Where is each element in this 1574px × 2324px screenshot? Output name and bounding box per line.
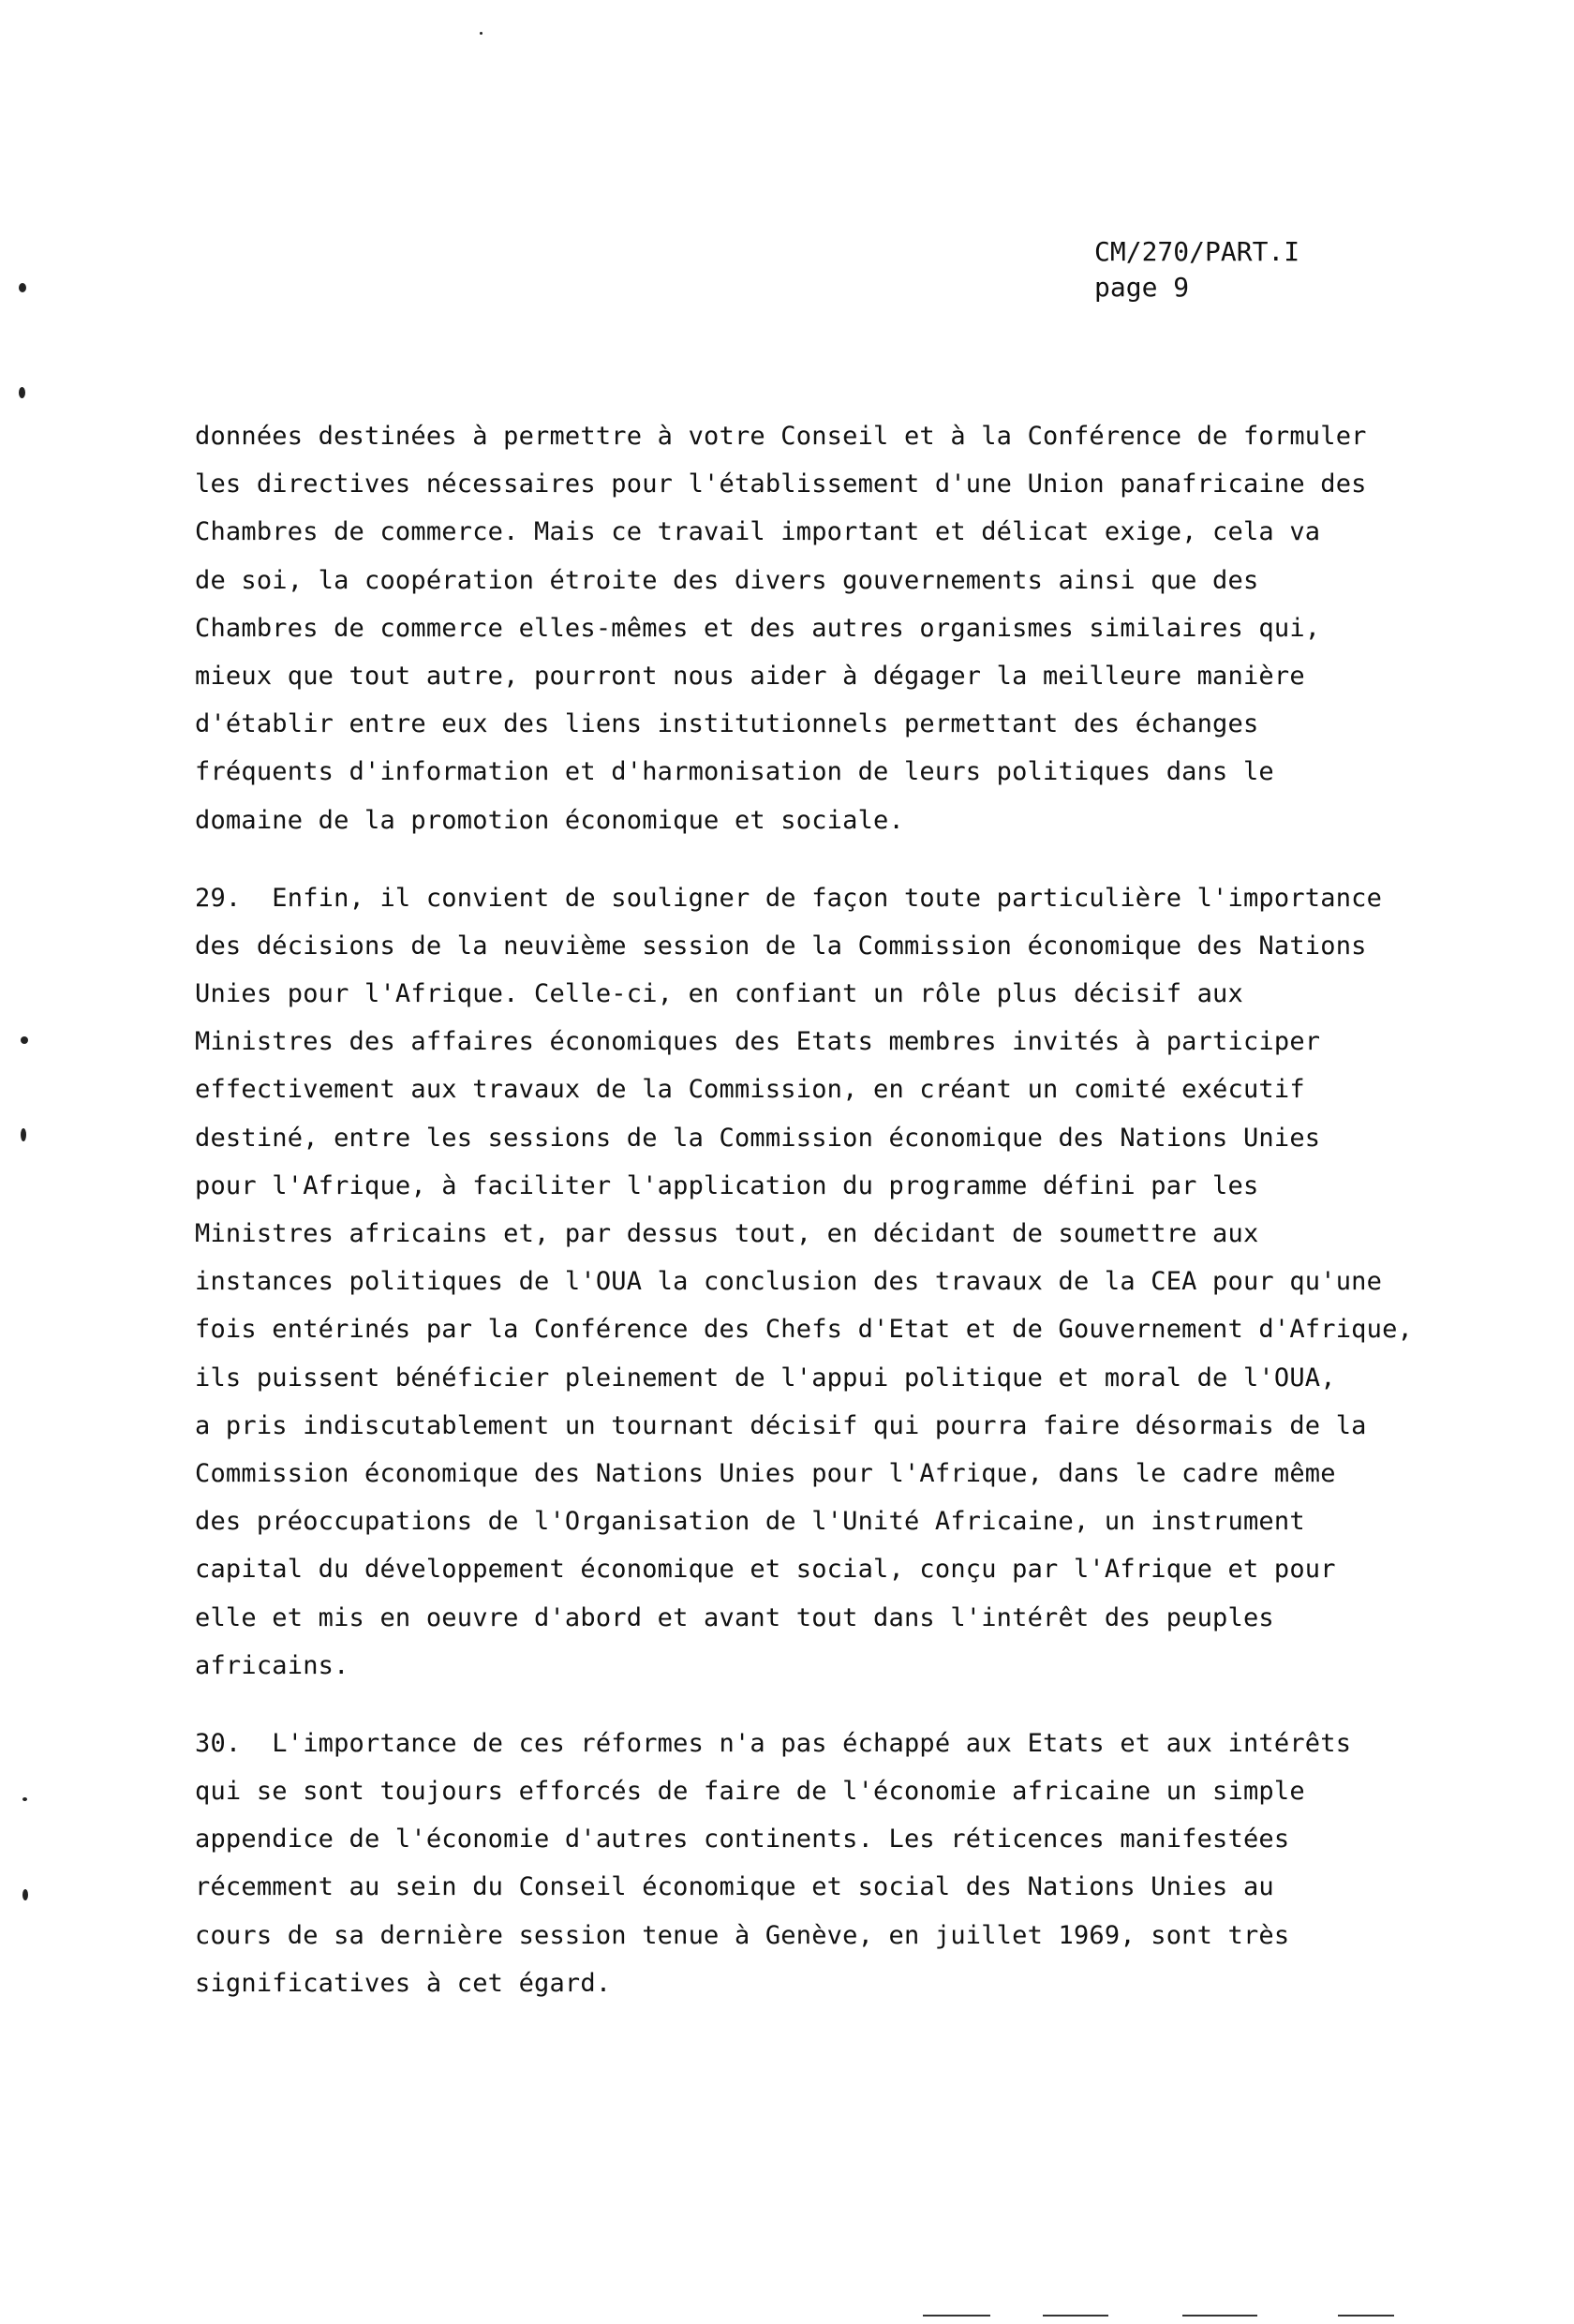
text-line: appendice de l'économie d'autres continents. Les réticences manifestées bbox=[195, 1825, 1290, 1855]
paragraph-gap bbox=[195, 1690, 1525, 1720]
text-line: elle et mis en oeuvre d'abord et avant tout dans l'intérêt des peuples bbox=[195, 1602, 1274, 1632]
text-line: Unies pour l'Afrique. Celle-ci, en confiant un rôle plus décisif aux bbox=[195, 979, 1243, 1009]
scan-speck bbox=[21, 1128, 26, 1141]
text-line: qui se sont toujours efforcés de faire de l'économie africaine un simple bbox=[195, 1777, 1305, 1807]
paragraph bbox=[195, 874, 1525, 1690]
text-line: pour l'Afrique, à faciliter l'application du programme défini par les bbox=[195, 1170, 1259, 1200]
text-line: mieux que tout autre, pourront nous aider à dégager la meilleure manière bbox=[195, 661, 1305, 691]
text-line: fréquents d'information et d'harmonisation de leurs politiques dans le bbox=[195, 757, 1274, 787]
scan-speck bbox=[19, 387, 25, 398]
scan-speck bbox=[480, 32, 483, 35]
footer-rule bbox=[1338, 2315, 1394, 2317]
document-body bbox=[195, 412, 1525, 2007]
text-line: Chambres de commerce. Mais ce travail important et délicat exige, cela va bbox=[195, 517, 1321, 547]
scan-speck bbox=[22, 1797, 27, 1801]
text-line: instances politiques de l'OUA la conclusion des travaux de la CEA pour qu'une bbox=[195, 1267, 1383, 1297]
page-header bbox=[1094, 234, 1299, 305]
text-line: récemment au sein du Conseil économique et social des Nations Unies au bbox=[195, 1872, 1274, 1902]
text-line: capital du développement économique et social, conçu par l'Afrique et pour bbox=[195, 1555, 1336, 1585]
footer-rule bbox=[1043, 2315, 1108, 2317]
text-line: fois entérinés par la Conférence des Chefs d'Etat et de Gouvernement d'Afrique, bbox=[195, 1315, 1413, 1345]
text-line: Ministres africains et, par dessus tout, en décidant de soumettre aux bbox=[195, 1219, 1259, 1248]
text-line: de soi, la coopération étroite des divers gouvernements ainsi que des bbox=[195, 565, 1259, 595]
text-line: domaine de la promotion économique et sociale. bbox=[195, 805, 904, 835]
text-line: Commission économique des Nations Unies pour l'Afrique, dans le cadre même bbox=[195, 1458, 1336, 1488]
text-line: des préoccupations de l'Organisation de l'Unité Africaine, un instrument bbox=[195, 1507, 1305, 1537]
text-line: 29. Enfin, il convient de souligner de façon toute particulière l'importance bbox=[195, 883, 1383, 913]
text-line: d'établir entre eux des liens institutionnels permettant des échanges bbox=[195, 709, 1259, 739]
text-line: ils puissent bénéficier pleinement de l'appui politique et moral de l'OUA, bbox=[195, 1363, 1336, 1393]
text-line: significatives à cet égard. bbox=[195, 1968, 612, 1998]
document-reference: CM/270/PART.I bbox=[1094, 236, 1300, 267]
text-line: 30. L'importance de ces réformes n'a pas échappé aux Etats et aux intérêts bbox=[195, 1728, 1352, 1758]
paragraph-gap bbox=[195, 844, 1525, 874]
text-line: effectivement aux travaux de la Commission, en créant un comité exécutif bbox=[195, 1075, 1305, 1105]
text-line: a pris indiscutablement un tournant décisif qui pourra faire désormais de la bbox=[195, 1410, 1367, 1440]
paragraph bbox=[195, 412, 1525, 844]
scan-speck bbox=[21, 1036, 28, 1044]
text-line: Chambres de commerce elles-mêmes et des autres organismes similaires qui, bbox=[195, 613, 1321, 643]
page-number: page 9 bbox=[1094, 272, 1190, 303]
text-line: des décisions de la neuvième session de la Commission économique des Nations bbox=[195, 931, 1367, 961]
text-line: destiné, entre les sessions de la Commission économique des Nations Unies bbox=[195, 1123, 1321, 1153]
scan-speck bbox=[19, 283, 26, 292]
footer-rule bbox=[1182, 2315, 1257, 2317]
text-line: africains. bbox=[195, 1650, 349, 1680]
text-line: les directives nécessaires pour l'établissement d'une Union panafricaine des bbox=[195, 469, 1367, 499]
paragraph bbox=[195, 1720, 1525, 2007]
scan-speck bbox=[22, 1889, 28, 1900]
footer-rule bbox=[923, 2315, 990, 2317]
text-line: Ministres des affaires économiques des Etats membres invités à participer bbox=[195, 1027, 1321, 1057]
text-line: cours de sa dernière session tenue à Genève, en juillet 1969, sont très bbox=[195, 1920, 1290, 1950]
text-line: données destinées à permettre à votre Conseil et à la Conférence de formuler bbox=[195, 422, 1367, 451]
